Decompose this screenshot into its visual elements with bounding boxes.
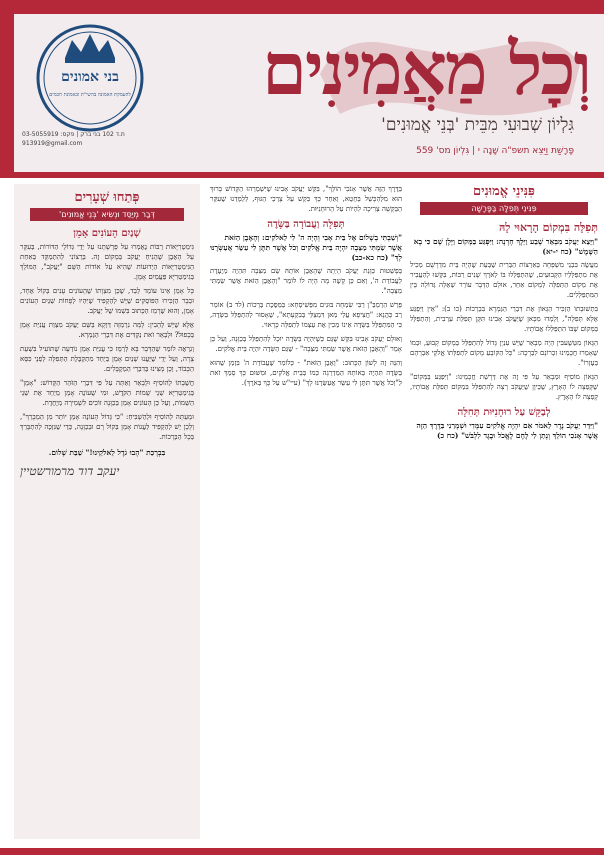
middle-paragraph-1: בַּדֶּרֶךְ הַזֶּה אֲשֶׁר אָנֹכִי הוֹלֵךְ", בִּקֵּשׁ יַעֲקֹב אָבִינוּ שֶׁיִּשְׁמְרֵהוּ הַקָּדוֹשׁ בָּרוּךְ הוּא מִלְּהִכָּשֵׁל בְּחֵטְא, וְאַחַר כָּךְ בִּקֵּשׁ עַל צָרְכֵי הַגּוּף, לְלַמְּדֵנוּ שֶׁעִקַּר הַבַּקָּשָׁה צְרִיכָה לִהְיוֹת עַל הָרוּחָנִיּוּת. — [210, 185, 402, 213]
contact-info — [22, 130, 172, 148]
author-signature: יעקב דוד מרמורשטיין — [20, 464, 120, 478]
left-paragraph-3: אֶלָּא שֶׁיֵּשׁ לְהָבִין: לָמָּה נִרְמְזָה דַּוְקָא בַּשֵּׁם יַעֲקֹב מִצְוַת עֲנִיַּת אָמֵן בְּכָפוּל? וּלְבָאֵר זֹאת נַקְדִּים אֶת דִּבְרֵי הַגְּמָרָא. — [20, 321, 194, 339]
masthead-title: וְכָל מַאֲמִינִים — [261, 26, 590, 111]
left-heading-1: שְׁנַיִם הָעוֹנִים אָמֵן — [73, 228, 141, 239]
left-column-title: פְּתַחוּ שְׁעָרִים — [74, 190, 140, 205]
middle-lead-1: "וְשַׁבְתִּי בְשָׁלוֹם אֶל בֵּית אָבִי וְהָיָה ה' לִי לֵאלֹקִים: וְהָאֶבֶן הַזֹּאת אֲשֶׁר שַׂמְתִּי מַצֵּבָה יִהְיֶה בֵּית אֱלֹקִים וְכֹל אֲשֶׁר תִּתֶּן לִי עַשֵּׂר אֲעַשְּׂרֶנּוּ לָךְ" (כח כא-כב) — [210, 233, 402, 262]
right-lead-2: "וַיִּדַּר יַעֲקֹב נֶדֶר לֵאמֹר אִם יִהְיֶה אֱלֹקִים עִמָּדִי וּשְׁמָרַנִי בַּדֶּרֶךְ הַזֶּה אֲשֶׁר אָנֹכִי הוֹלֵךְ וְנָתַן לִי לֶחֶם לֶאֱכֹל וּבֶגֶד לִלְבֹּשׁ" (כח כ) — [416, 421, 598, 440]
side-color-strip — [0, 14, 14, 174]
middle-column — [210, 184, 402, 848]
middle-paragraph-5: וְהִנֵּה זֶה לְשׁוֹן הַכָּתוּב: "וְאֶבֶן הַזֹּאת" - כְּלוֹמַר שֶׁעֲבוֹדַת ה' בִּזְמַן שֶׁהוּא בַּשָּׂדֶה תִּהְיֶה בְּאוֹתָהּ הַמַּדְרֵגָה כְּמוֹ בְּבֵית אֱלֹקִים, וּמִשּׁוּם כָּךְ סָמַךְ זֹאת לְ"וְכֹל אֲשֶׁר תִּתֶּן לִי עַשֵּׂר אֲעַשְּׂרֶנּוּ לָךְ" (עיי"ש עַל כָּךְ בְּאֹרֶךְ). — [210, 359, 402, 387]
contact-address: ת.ד 102 בני ברק | פקס: 03-5055919 — [22, 131, 125, 138]
right-paragraph-4: הַגָּאוֹן מוֹסִיף וּמְבָאֵר עַל פִּי זֶה אֶת דְּרָשַׁת חֲכָמֵינוּ: "וַיִּפְגַּע בַּמָּקוֹם" שֶׁקָּפְצָה לוֹ הָאָרֶץ, שֶׁכֵּיוָן שֶׁיַּעֲקֹב רָצָה לְהִתְפַּלֵּל בִּמְקוֹם תְּפִלַּת אֲבוֹתָיו, קָפְצָה לוֹ הָאָרֶץ. — [410, 373, 598, 401]
left-column-pitchu-shearim — [20, 190, 194, 835]
top-color-band — [0, 0, 604, 14]
logo-subtitle: להעמקת האמונה בהשי"ת ובאמונת חכמים — [49, 92, 131, 98]
left-paragraph-6: וּמֵעַתָּה לְהוֹסִיף וּלְהַשְׁבִּיחַ: "כִּי גָּדוֹל הָעוֹנֶה אָמֵן יוֹתֵר מִן הַמְבָרֵךְ", וְלָכֵן יֵשׁ לְהַקְפִּיד לַעֲנוֹת אָמֵן בְּקוֹל רָם וּבְכַוָּנָה, כְּדֵי שֶׁנִּזְכֶּה לְהִתְבָּרֵךְ בְּכָל הַבְּרָכוֹת. — [20, 413, 194, 441]
contact-email[interactable]: 913919@gmail.com — [22, 140, 83, 147]
right-paragraph-2: בִּתְשׁוּבָתוֹ הַזְכִּיר הַגָּאוֹן אֶת דִּבְרֵי הַגְּמָרָא בִּבְרָכוֹת (כו ב): "אֵין וַיִּפְגַּע אֶלָּא תְּפִלָּה", וְלָמְדוּ מִכָּאן שֶׁיַּעֲקֹב אָבִינוּ תִּקֵּן תְּפִלַּת עַרְבִית, וְהִתְפַּלֵּל בַּמָּקוֹם שֶׁבּוֹ הִתְפַּלְּלוּ אֲבוֹתָיו. — [410, 305, 598, 333]
middle-paragraph-2: בְּפָשְׁטוּת כַּוָּנַת יַעֲקֹב הָיְתָה שֶׁהָאֶבֶן אוֹתָהּ שָׂם מַצֵּבָה תִּהְיֶה מְיֻעֶדֶת לַעֲבוֹדַת ה', וְאִם כֵּן קָשֶׁה מָה הָיָה לוֹ לוֹמַר "וְהָאֶבֶן הַזֹּאת אֲשֶׁר שַׂמְתִּי מַצֵּבָה". — [210, 267, 402, 295]
right-column-pninei-emunim — [410, 184, 598, 848]
right-paragraph-1: מַעֲשֶׂה בִּבְנֵי מִשְׁפָּחָה בְּאַרְצוֹת הַבְּרִית שֶׁבְּעַת שֶׁהָיָה בֵּית מִדְרָשָׁם מְכִיל אֶת מִתְפַּלְּלֵיו הַקְּבוּעִים, שֶׁהִתְפַּלְּלוּ בּוֹ לְאֹרֶךְ שָׁנִים רַבּוֹת, בִּקְּשׁוּ לְהַעֲבִיר אֶת מְקוֹם הַתְּפִלָּה לְמָקוֹם אַחֵר, אוּלָם הַדָּבָר עוֹרֵר שְׁאֵלָה גְּדוֹלָה בֵּין הַמִּתְפַּלְּלִים. — [410, 261, 598, 299]
left-paragraph-2: כָּל אָמֵן אֵינוֹ עוֹמֵד לְבַד, שֶׁכֵּן מִצְוָתוֹ שֶׁהָעוֹנִים עָנִים בְּקוֹל אֶחָד, וּכְבָר הַזְכִּירוּ הַפּוֹסְקִים שֶׁיֵּשׁ לְהַקְפִּיד שֶׁיִּהְיוּ לְפָחוֹת שְׁנַיִם הָעוֹנִים אָמֵן, וְהוּא שֶׁרָמַז הַכָּתוּב בִּשְׁמוֹ שֶׁל יַעֲקֹב. — [20, 287, 194, 315]
right-column-title: פִּנִּינֵי אֱמוּנִים — [473, 184, 535, 199]
right-heading-1: תְּפִלָּה בִּמְקוֹם הָרָאוּי לָהּ — [498, 221, 598, 234]
left-paragraph-4: וְנִרְאֶה לוֹמַר שֶׁהַדָּבָר בָּא לְרַמֵּז כִּי עֲנִיַּת אָמֵן נוֹדְעָה שֶׁתּוֹעִיל בִּשְׁעַת צָרָה, וְעַל יְדֵי שֶׁיַּעֲנוּ שְׁנַיִם אָמֵן בְּיַחַד מִתְקַבֶּלֶת הַתְּפִלָּה לְפְנֵי כִּסֵּא הַכָּבוֹד, וְכֵן מָצִינוּ בְּדִבְרֵי הַמְקֻבָּלִים. — [20, 345, 194, 373]
right-column-ribbon: פִּנִּינֵי תְּפִלָּה בַּפָּרָשָׁה — [420, 202, 588, 215]
left-column-ribbon: דְּבַר מְיַסֵּד וּנְשִׂיא 'בְּנֵי אֱמוּנִים' — [30, 208, 184, 221]
middle-paragraph-4: וְאוּלָם יַעֲקֹב אָבִינוּ בִּקֵּשׁ שֶׁגַּם כְּשֶׁיִּהְיֶה בַּשָּׂדֶה יוּכַל לְהִתְפַּלֵּל בְּכַוָּנָה, וְעַל כֵּן אָמַר "וְהָאֶבֶן הַזֹּאת אֲשֶׁר שַׂמְתִּי מַצֵּבָה" - שֶׁגַּם הַשָּׂדֶה יִהְיֶה בֵּית אֱלֹקִים. — [210, 335, 402, 353]
right-lead-1: "וַיֵּצֵא יַעֲקֹב מִבְּאֵר שָׁבַע וַיֵּלֶךְ חָרָנָה: וַיִּפְגַּע בַּמָּקוֹם וַיָּלֶן שָׁם כִּי בָא הַשֶּׁמֶשׁ" (כח י-יא) — [413, 237, 598, 256]
middle-heading-1: תְּפִלָּה וַעֲבוֹדָה בַּשָּׂדֶה — [267, 219, 345, 230]
left-paragraph-1: גִּימַטְרִיָּאוֹת רַבּוֹת נֶאֶמְרוּ עַל פָּרָשָׁתֵנוּ עַל יְדֵי גְּדוֹלֵי הַדּוֹרוֹת, בְּעִקָּר עַל הָאֶבֶן שֶׁהֵנִיחַ יַעֲקֹב בְּמָקוֹם זֶה. בְּרַצוֹנִי לְהִתְמַקֵּד בְּאַחַת הַגִּימַטְרִיָּאוֹת הַיְדוּעוֹת שֶׁהִיא עַל אוֹדוֹת הַשֵּׁם "יַעֲקֹב", הַמּוֹלֵךְ בְּגִימַטְרִיָּא פַּעֲמַיִם אָמֵן. — [20, 243, 194, 281]
right-heading-2: לְבַקֵּשׁ עַל רוּחָנִיּוּת תְּחִלָּה — [457, 407, 551, 418]
left-paragraph-5: חֲשֻׁבָתוֹ לְהוֹסִיף וּלְבָאֵר וְאַתָּה עַל פִּי דִּבְרֵי הַזֹּהַר הַקָּדוֹשׁ: "אָמֵן" בְּגִימַטְרִיָּא שְׁנֵי שֵׁמוֹת הַקֹּדֶשׁ, וּמִי שֶׁעוֹנֶה אָמֵן מְיַחֵד אֶת שְׁנֵי הַשֵּׁמוֹת, וְעַל כֵּן הָעוֹנִים אָמֵן בְּכַוָּנָה זוֹכִים לִשְׁמִירָה מְיֻחֶדֶת. — [20, 379, 194, 407]
header-divider-band — [0, 172, 604, 178]
issue-info: פָּרָשַׁת וַיֵּצֵא תשפ"ה שָׁנָה י | גִּלְיוֹן מס' 559 — [416, 146, 574, 156]
left-closing: בִּבְרָכַת "הָבוּ גֹדֶל לֵאלֹקֵינוּ!" שַׁבַּת שָׁלוֹם. — [48, 448, 166, 457]
logo-title: בני אמונים — [61, 69, 119, 85]
right-paragraph-3: הַגָּאוֹן מִטְּשֶׁעבִּין הָיָה מְבָאֵר שֶׁיֵּשׁ עִנְיָן גָּדוֹל לְהִתְפַּלֵּל בְּמָקוֹם קָבוּעַ, וּכְמוֹ שֶׁאָמְרוּ חֲכָמֵינוּ זִכְרוֹנָם לִבְרָכָה: "כָּל הַקּוֹבֵעַ מָקוֹם לִתְפִלָּתוֹ אֱלֹקֵי אַבְרָהָם בְּעֶזְרוֹ". — [410, 339, 598, 367]
middle-paragraph-3: פֵּרֵשׁ הַרַמְבַּ"ן רַבִּי שִׂמְחָה בּוּנִים מִפְּשִׁיסְחָא: בַּמַּסֶּכֶת בְּרָכוֹת (לד ב) אוֹמֵר רַב כָּהֲנָא: "חֲצִיפָא עֲלַי מַאן דִּמְצַלֵּי בְּבִקְעָתָא", שֶׁאָסוּר לְהִתְפַּלֵּל בַּשָּׂדֶה, כִּי הַמִּתְפַּלֵּל בַּשָּׂדֶה אֵינוֹ מֵכִין אֶת עַצְמוֹ לִתְפִלָּה כָּרָאוּי. — [210, 301, 402, 329]
bottom-color-band — [0, 848, 604, 855]
masthead-subtitle: גִּלְיוֹן שְׁבוּעִי מִבֵּית 'בְּנֵי אֱמוּנִים' — [381, 115, 574, 135]
